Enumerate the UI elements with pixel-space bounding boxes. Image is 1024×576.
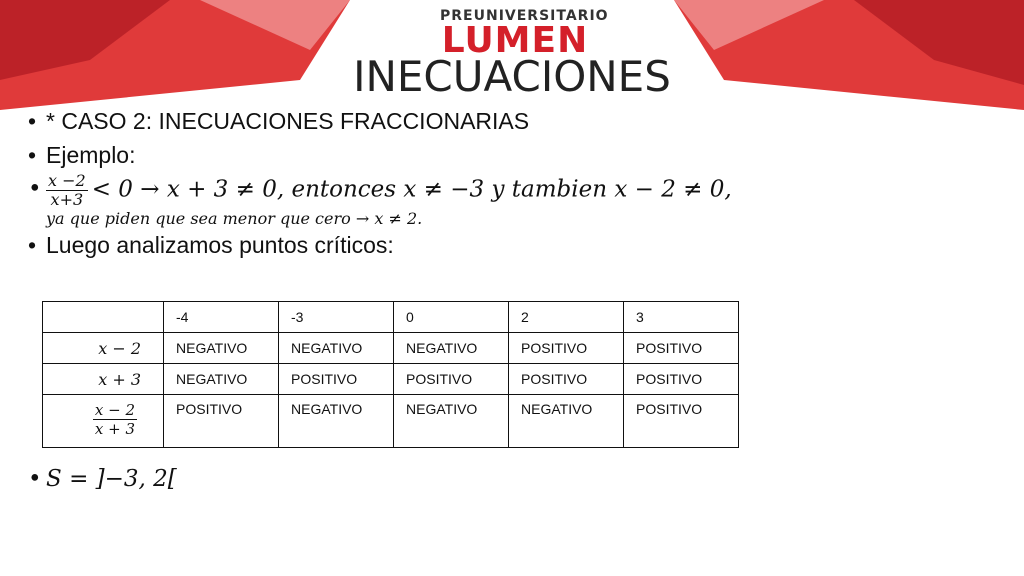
table-header-cell: 0 <box>394 302 509 333</box>
bullet-caso: • * CASO 2: INECUACIONES FRACCIONARIAS <box>28 104 1008 138</box>
row-label: x + 3 <box>43 364 164 395</box>
solution-list <box>28 462 1008 496</box>
table-cell: POSITIVO <box>279 364 394 395</box>
equation-line-2: ya que piden que sea menor que cero → x ≠ 2. <box>46 209 423 228</box>
bullet-equation <box>28 172 1008 209</box>
fraction-numerator: • x −2 <box>48 171 86 190</box>
row-fraction <box>93 401 137 438</box>
logo-brand: LUMEN <box>441 20 589 61</box>
table-header-row <box>43 302 739 333</box>
sign-table <box>42 301 739 448</box>
table-row <box>43 333 739 364</box>
bullet-luego: • Luego analizamos puntos críticos: <box>28 228 1008 262</box>
table-row <box>43 364 739 395</box>
table-cell: NEGATIVO <box>164 364 279 395</box>
table-cell: POSITIVO <box>164 395 279 448</box>
bullet-list <box>28 104 1008 262</box>
table-cell: NEGATIVO <box>279 333 394 364</box>
table-header-cell <box>43 302 164 333</box>
table-cell: POSITIVO <box>509 333 624 364</box>
table-cell: NEGATIVO <box>394 395 509 448</box>
table-row <box>43 395 739 448</box>
logo-subtitle: PREUNIVERSITARIO <box>440 8 609 24</box>
table-cell: NEGATIVO <box>394 333 509 364</box>
slide-title: INECUACIONES <box>353 52 671 101</box>
bullet-solution: • S = ]−3, 2[ <box>28 462 1008 496</box>
table-header-cell: 3 <box>624 302 739 333</box>
table-cell: NEGATIVO <box>164 333 279 364</box>
row-fraction-denominator: x + 3 <box>94 420 135 438</box>
row-label: x − 2 <box>43 333 164 364</box>
table-cell: POSITIVO <box>394 364 509 395</box>
logo <box>440 8 609 61</box>
table-cell: NEGATIVO <box>279 395 394 448</box>
table-cell: POSITIVO <box>624 364 739 395</box>
bullet-ejemplo: • Ejemplo: <box>28 138 1008 172</box>
row-label-fraction <box>43 395 164 448</box>
row-fraction-numerator: x − 2 <box>94 401 135 419</box>
table-cell: POSITIVO <box>624 395 739 448</box>
table-header-cell: -4 <box>164 302 279 333</box>
fraction-denominator: x+3 <box>50 190 84 209</box>
equation-line-1: < 0 → x + 3 ≠ 0, entonces x ≠ −3 y tambien x − 2 ≠ 0, <box>91 176 732 203</box>
inequality-fraction <box>46 172 88 209</box>
table-cell: POSITIVO <box>624 333 739 364</box>
table-cell: NEGATIVO <box>509 395 624 448</box>
table-header-cell: -3 <box>279 302 394 333</box>
table-cell: POSITIVO <box>509 364 624 395</box>
table-header-cell: 2 <box>509 302 624 333</box>
